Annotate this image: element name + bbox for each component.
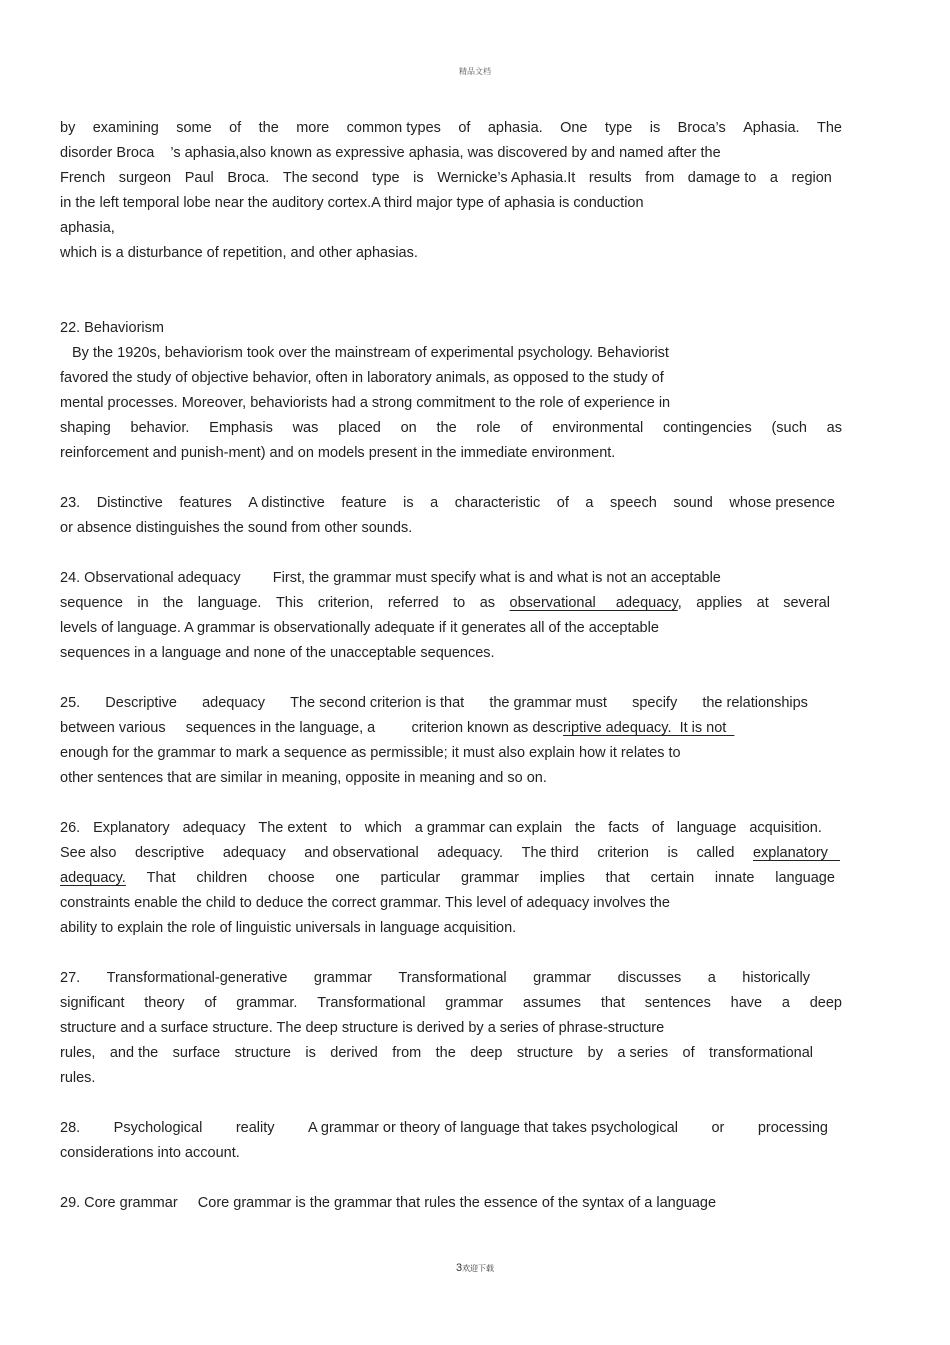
word: processing	[757, 1120, 828, 1136]
word: shaping	[60, 420, 111, 436]
word: derived	[330, 1045, 378, 1061]
word: deep	[470, 1045, 503, 1061]
word: a	[585, 495, 594, 511]
word: language.	[197, 595, 262, 611]
footer-text: 欢迎下载	[462, 1264, 495, 1273]
word: 26.	[60, 820, 81, 836]
section-27-line-5: rules.	[60, 1070, 96, 1086]
word: grammar	[313, 970, 372, 986]
word: results	[588, 170, 632, 186]
word: a series	[617, 1045, 669, 1061]
word: assumes	[523, 995, 582, 1011]
word: more	[296, 120, 330, 136]
section-25-line-4: other sentences that are similar in meaning, opposite in meaning and so on.	[60, 770, 547, 786]
word: which	[364, 820, 402, 836]
word: feature	[341, 495, 387, 511]
explanatory-adequacy-term-end: adequacy.	[60, 870, 126, 886]
section-23-line-2: or absence distinguishes the sound from other sounds.	[60, 520, 413, 536]
word: 23.	[60, 495, 81, 511]
word: environmental	[552, 420, 644, 436]
word: adequacy.	[437, 845, 504, 861]
word: as	[479, 595, 496, 611]
word: reality	[235, 1120, 275, 1136]
word: called	[696, 845, 735, 861]
section-23-line-1	[60, 491, 835, 516]
word: structure	[234, 1045, 292, 1061]
word: The	[816, 120, 842, 136]
word: to	[453, 595, 466, 611]
section-29-line-1: 29. Core grammar Core grammar is the grammar that rules the essence of the syntax of a language	[60, 1195, 717, 1211]
document-body	[60, 116, 842, 1216]
word: Transformational	[398, 970, 507, 986]
word: particular	[380, 870, 441, 886]
word: type	[372, 170, 400, 186]
section-22-title: 22. Behaviorism	[60, 320, 164, 336]
word: the grammar must	[489, 695, 607, 711]
section-28-line-2: considerations into account.	[60, 1145, 240, 1161]
word: contingencies	[663, 420, 752, 436]
word: behavior.	[130, 420, 190, 436]
section-24-line-4: sequences in a language and none of the unacceptable sequences.	[60, 645, 495, 661]
word: the	[575, 820, 596, 836]
intro-line-3	[60, 166, 832, 191]
word: discusses	[617, 970, 682, 986]
word: a	[781, 995, 790, 1011]
section-26-line-3	[60, 866, 835, 891]
word: a	[430, 495, 439, 511]
word: (such	[771, 420, 807, 436]
word: of	[520, 420, 533, 436]
word: Wernicke’s Aphasia.It	[437, 170, 576, 186]
word: Transformational	[317, 995, 426, 1011]
word: grammar.	[236, 995, 298, 1011]
word: Aphasia.	[743, 120, 800, 136]
section-22-line-3: mental processes. Moreover, behaviorists had a strong commitment to the role of experience in	[60, 395, 671, 411]
word: from	[392, 1045, 422, 1061]
observational-adequacy-term: observational adequacy,	[509, 595, 682, 611]
word: of	[458, 120, 471, 136]
word: 25.	[60, 695, 81, 711]
word: whose presence	[729, 495, 835, 511]
word: significant	[60, 995, 125, 1011]
word: deep	[809, 995, 842, 1011]
word: type	[604, 120, 633, 136]
section-26-line-2	[60, 841, 840, 866]
word: some	[176, 120, 212, 136]
word: transformational	[709, 1045, 813, 1061]
word: Explanatory	[93, 820, 170, 836]
word: grammar	[460, 870, 519, 886]
word: the relationships	[702, 695, 808, 711]
word: specify	[632, 695, 678, 711]
word: language	[676, 820, 737, 836]
word: adequacy	[222, 845, 286, 861]
section-22-line-1: By the 1920s, behaviorism took over the mainstream of experimental psychology. Behaviorist	[72, 345, 669, 361]
word: The second	[282, 170, 359, 186]
word: is	[649, 120, 661, 136]
word: or	[711, 1120, 725, 1136]
word: French	[60, 170, 106, 186]
word: descriptive	[134, 845, 205, 861]
word: of	[682, 1045, 695, 1061]
word: Transformational-generative	[106, 970, 288, 986]
word: in	[137, 595, 149, 611]
section-27-line-4	[60, 1041, 813, 1066]
page-footer	[0, 1262, 950, 1274]
section-27-line-1	[60, 966, 810, 991]
word: of	[651, 820, 664, 836]
word: sequence	[60, 595, 123, 611]
word: the	[163, 595, 184, 611]
word: children	[196, 870, 248, 886]
word: certain	[650, 870, 695, 886]
word: That	[146, 870, 176, 886]
word: structure	[516, 1045, 574, 1061]
section-24-line-3: levels of language. A grammar is observationally adequate if it generates all of the acceptable	[60, 620, 659, 636]
word: of	[204, 995, 217, 1011]
intro-line-4: in the left temporal lobe near the auditory cortex.A third major type of aphasia is conduction	[60, 195, 644, 211]
word: One	[560, 120, 588, 136]
section-22-line-2: favored the study of objective behavior, often in laboratory animals, as opposed to the study of	[60, 370, 664, 386]
word: See also	[60, 845, 117, 861]
word: sound	[673, 495, 713, 511]
section-26-line-5: ability to explain the role of linguistic universals in language acquisition.	[60, 920, 517, 936]
word: A distinctive	[248, 495, 325, 511]
word: a	[707, 970, 716, 986]
word: the	[435, 1045, 456, 1061]
section-24-line-2: sequence in the language. This criterion, referred to as observational adequacy, applies at several	[60, 591, 830, 616]
word: Paul	[184, 170, 214, 186]
word: grammar	[445, 995, 504, 1011]
word: The third	[521, 845, 579, 861]
word: implies	[539, 870, 585, 886]
section-27-line-3: structure and a surface structure. The deep structure is derived by a series of phrase-structure	[60, 1020, 665, 1036]
word: by	[587, 1045, 603, 1061]
page-number: 3	[455, 1262, 463, 1274]
word: features	[179, 495, 232, 511]
word: adequacy	[182, 820, 246, 836]
word: that	[605, 870, 630, 886]
word: adequacy	[202, 695, 265, 711]
section-24-line-1: 24. Observational adequacy First, the grammar must specify what is and what is not an acceptable	[60, 570, 721, 586]
word: rules,	[60, 1045, 96, 1061]
word: that	[600, 995, 625, 1011]
word: A grammar or theory of language that takes psychological	[307, 1120, 678, 1136]
word: one	[335, 870, 360, 886]
intro-line-6: which is a disturbance of repetition, and other aphasias.	[60, 245, 418, 261]
intro-line-1	[60, 116, 842, 141]
word: and observational	[304, 845, 419, 861]
section-26-line-4: constraints enable the child to deduce the correct grammar. This level of adequacy involves the	[60, 895, 670, 911]
word: criterion,	[317, 595, 374, 611]
word: common types	[346, 120, 441, 136]
word: language	[775, 870, 835, 886]
word: The extent	[258, 820, 327, 836]
word: to	[339, 820, 352, 836]
word: region	[791, 170, 832, 186]
section-25-line-2: between various sequences in the language, a criterion known as descriptive adequacy. It is not	[60, 720, 735, 736]
word: and the	[109, 1045, 159, 1061]
word: have	[730, 995, 763, 1011]
word: Broca’s	[677, 120, 726, 136]
word: 28.	[60, 1120, 81, 1136]
section-26-line-1	[60, 816, 822, 841]
word: acquisition.	[749, 820, 822, 836]
section-25-line-1	[60, 691, 808, 716]
word: historically	[742, 970, 810, 986]
word: by	[60, 120, 76, 136]
word: damage to	[687, 170, 757, 186]
word: as	[826, 420, 842, 436]
word: criterion	[597, 845, 649, 861]
word: Emphasis	[209, 420, 273, 436]
intro-line-5: aphasia,	[60, 220, 115, 236]
word: is	[413, 170, 424, 186]
word: surface	[172, 1045, 221, 1061]
word: of	[556, 495, 569, 511]
word: The second criterion is that	[290, 695, 465, 711]
word: aphasia.	[487, 120, 543, 136]
word: placed	[338, 420, 381, 436]
word: This	[275, 595, 304, 611]
word: on	[400, 420, 417, 436]
word: choose	[267, 870, 315, 886]
word: of	[229, 120, 242, 136]
word: a grammar can explain	[414, 820, 563, 836]
word: Psychological	[113, 1120, 203, 1136]
word: is	[305, 1045, 316, 1061]
page-header: 精品文档	[459, 67, 491, 76]
word: grammar	[533, 970, 592, 986]
section-25-line-3: enough for the grammar to mark a sequence as permissible; it must also explain how it relates to	[60, 745, 681, 761]
word: a	[769, 170, 778, 186]
word: was	[292, 420, 319, 436]
word: facts	[608, 820, 639, 836]
word: is	[667, 845, 678, 861]
word: theory	[144, 995, 185, 1011]
word: the	[436, 420, 457, 436]
word: surgeon	[118, 170, 172, 186]
word: sentences	[644, 995, 711, 1011]
word: referred	[387, 595, 439, 611]
word: from	[645, 170, 675, 186]
word: Distinctive	[96, 495, 163, 511]
section-22-line-4	[60, 416, 842, 441]
word: Descriptive	[105, 695, 177, 711]
section-22-line-5: reinforcement and punish-ment) and on models present in the immediate environment.	[60, 445, 616, 461]
word: is	[403, 495, 414, 511]
word: 27.	[60, 970, 81, 986]
section-28-line-1	[60, 1116, 828, 1141]
descriptive-adequacy-term: riptive adequacy. It is not	[562, 720, 735, 736]
intro-line-2: disorder Broca ’s aphasia,also known as expressive aphasia, was discovered by and named after the	[60, 145, 721, 161]
word: characteristic	[454, 495, 541, 511]
word: speech	[610, 495, 657, 511]
section-27-line-2	[60, 991, 842, 1016]
word: innate	[714, 870, 755, 886]
word: examining	[92, 120, 159, 136]
word: role	[476, 420, 501, 436]
explanatory-adequacy-term: explanatory	[752, 845, 840, 861]
word: the	[258, 120, 279, 136]
word: Broca.	[227, 170, 270, 186]
